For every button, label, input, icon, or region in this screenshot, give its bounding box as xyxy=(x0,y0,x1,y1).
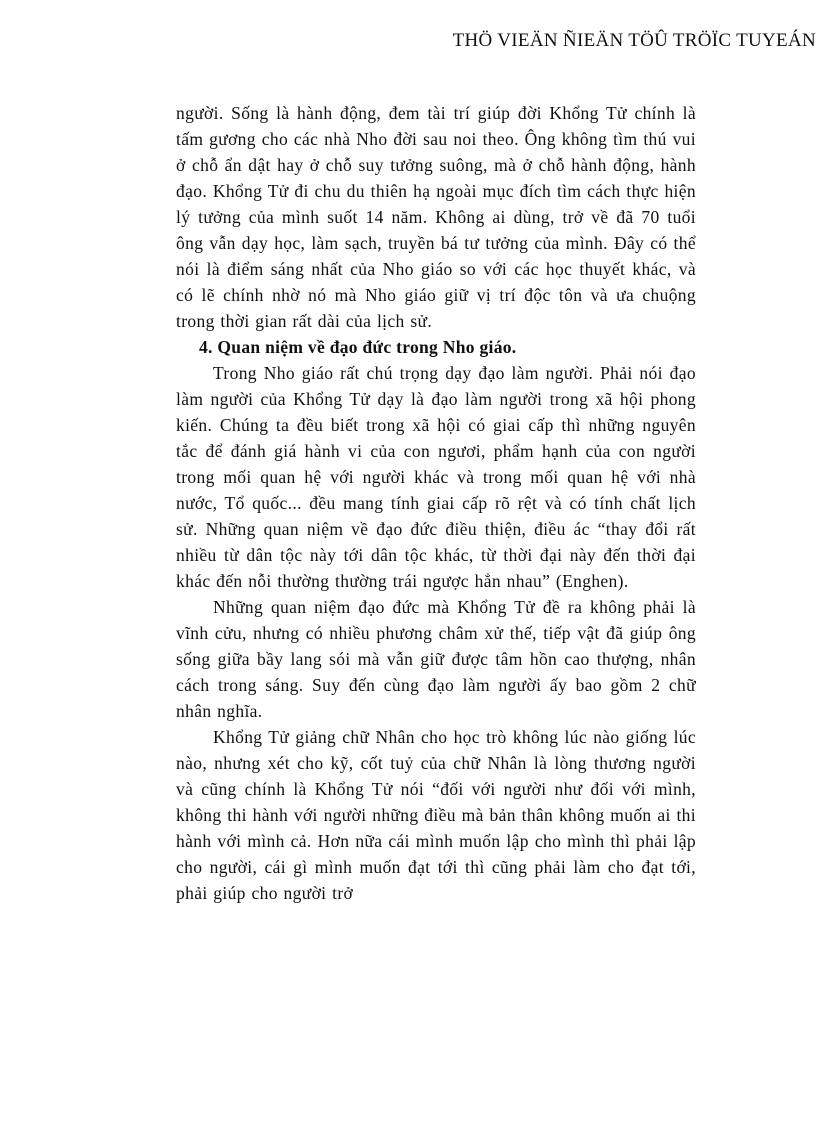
paragraph: Khổng Tử giảng chữ Nhân cho học trò không lúc nào giống lúc nào, nhưng xét cho kỹ, cốt tuỷ của chữ Nhân là lòng thương người và cũng chính là Khổng Tử nói “đối với người như đối với mình, không thi hành với người những điều mà bản thân không muốn ai thi hành với mình cả. Hơn nữa cái mình muốn lập cho mình thì phải lập cho người, cái gì mình muốn đạt tới thì cũng phải làm cho đạt tới, phải giúp cho người trở xyxy=(176,727,696,903)
page-header-title: THÖ VIEÄN ÑIEÄN TÖÛ TRÖÏC TUYEÁN xyxy=(452,30,816,51)
page-body xyxy=(176,100,696,906)
paragraph: người. Sống là hành động, đem tài trí giúp đời Khổng Tử chính là tấm gương cho các nhà Nho đời sau noi theo. Ông không tìm thú vui ở chỗ ẩn dật hay ở chỗ suy tưởng suông, mà ở chỗ hành động, hành đạo. Khổng Tử đi chu du thiên hạ ngoài mục đích tìm cách thực hiện lý tưởng của mình suốt 14 năm. Không ai dùng, trở về đã 70 tuổi ông vẫn dạy học, làm sạch, truyền bá tư tưởng của mình. Đây có thể nói là điểm sáng nhất của Nho giáo so với các học thuyết khác, và có lẽ chính nhờ nó mà Nho giáo giữ vị trí độc tôn và ưa chuộng trong thời gian rất dài của lịch sử. xyxy=(176,103,696,331)
paragraph: Những quan niệm đạo đức mà Khổng Tử đề ra không phải là vĩnh cửu, nhưng có nhiều phương châm xử thế, tiếp vật đã giúp ông sống giữa bầy lang sói mà vẫn giữ được tâm hồn cao thượng, nhân cách trong sáng. Suy đến cùng đạo làm người ấy bao gồm 2 chữ nhân nghĩa. xyxy=(176,597,696,721)
section-heading: 4. Quan niệm về đạo đức trong Nho giáo. xyxy=(199,337,517,357)
paragraph: Trong Nho giáo rất chú trọng dạy đạo làm người. Phải nói đạo làm người của Khổng Tử dạy là đạo làm người trong xã hội phong kiến. Chúng ta đều biết trong xã hội có giai cấp thì những nguyên tắc để đánh giá hành vi của con ngươi, phẩm hạnh của con người trong mối quan hệ với người khác và trong mối quan hệ với nhà nước, Tổ quốc... đều mang tính giai cấp rõ rệt và có tính chất lịch sử. Những quan niệm về đạo đức điều thiện, điều ác “thay đổi rất nhiều từ dân tộc này tới dân tộc khác, từ thời đại này đến thời đại khác đến nỗi thường thường trái ngược hẳn nhau” (Enghen). xyxy=(176,363,696,591)
